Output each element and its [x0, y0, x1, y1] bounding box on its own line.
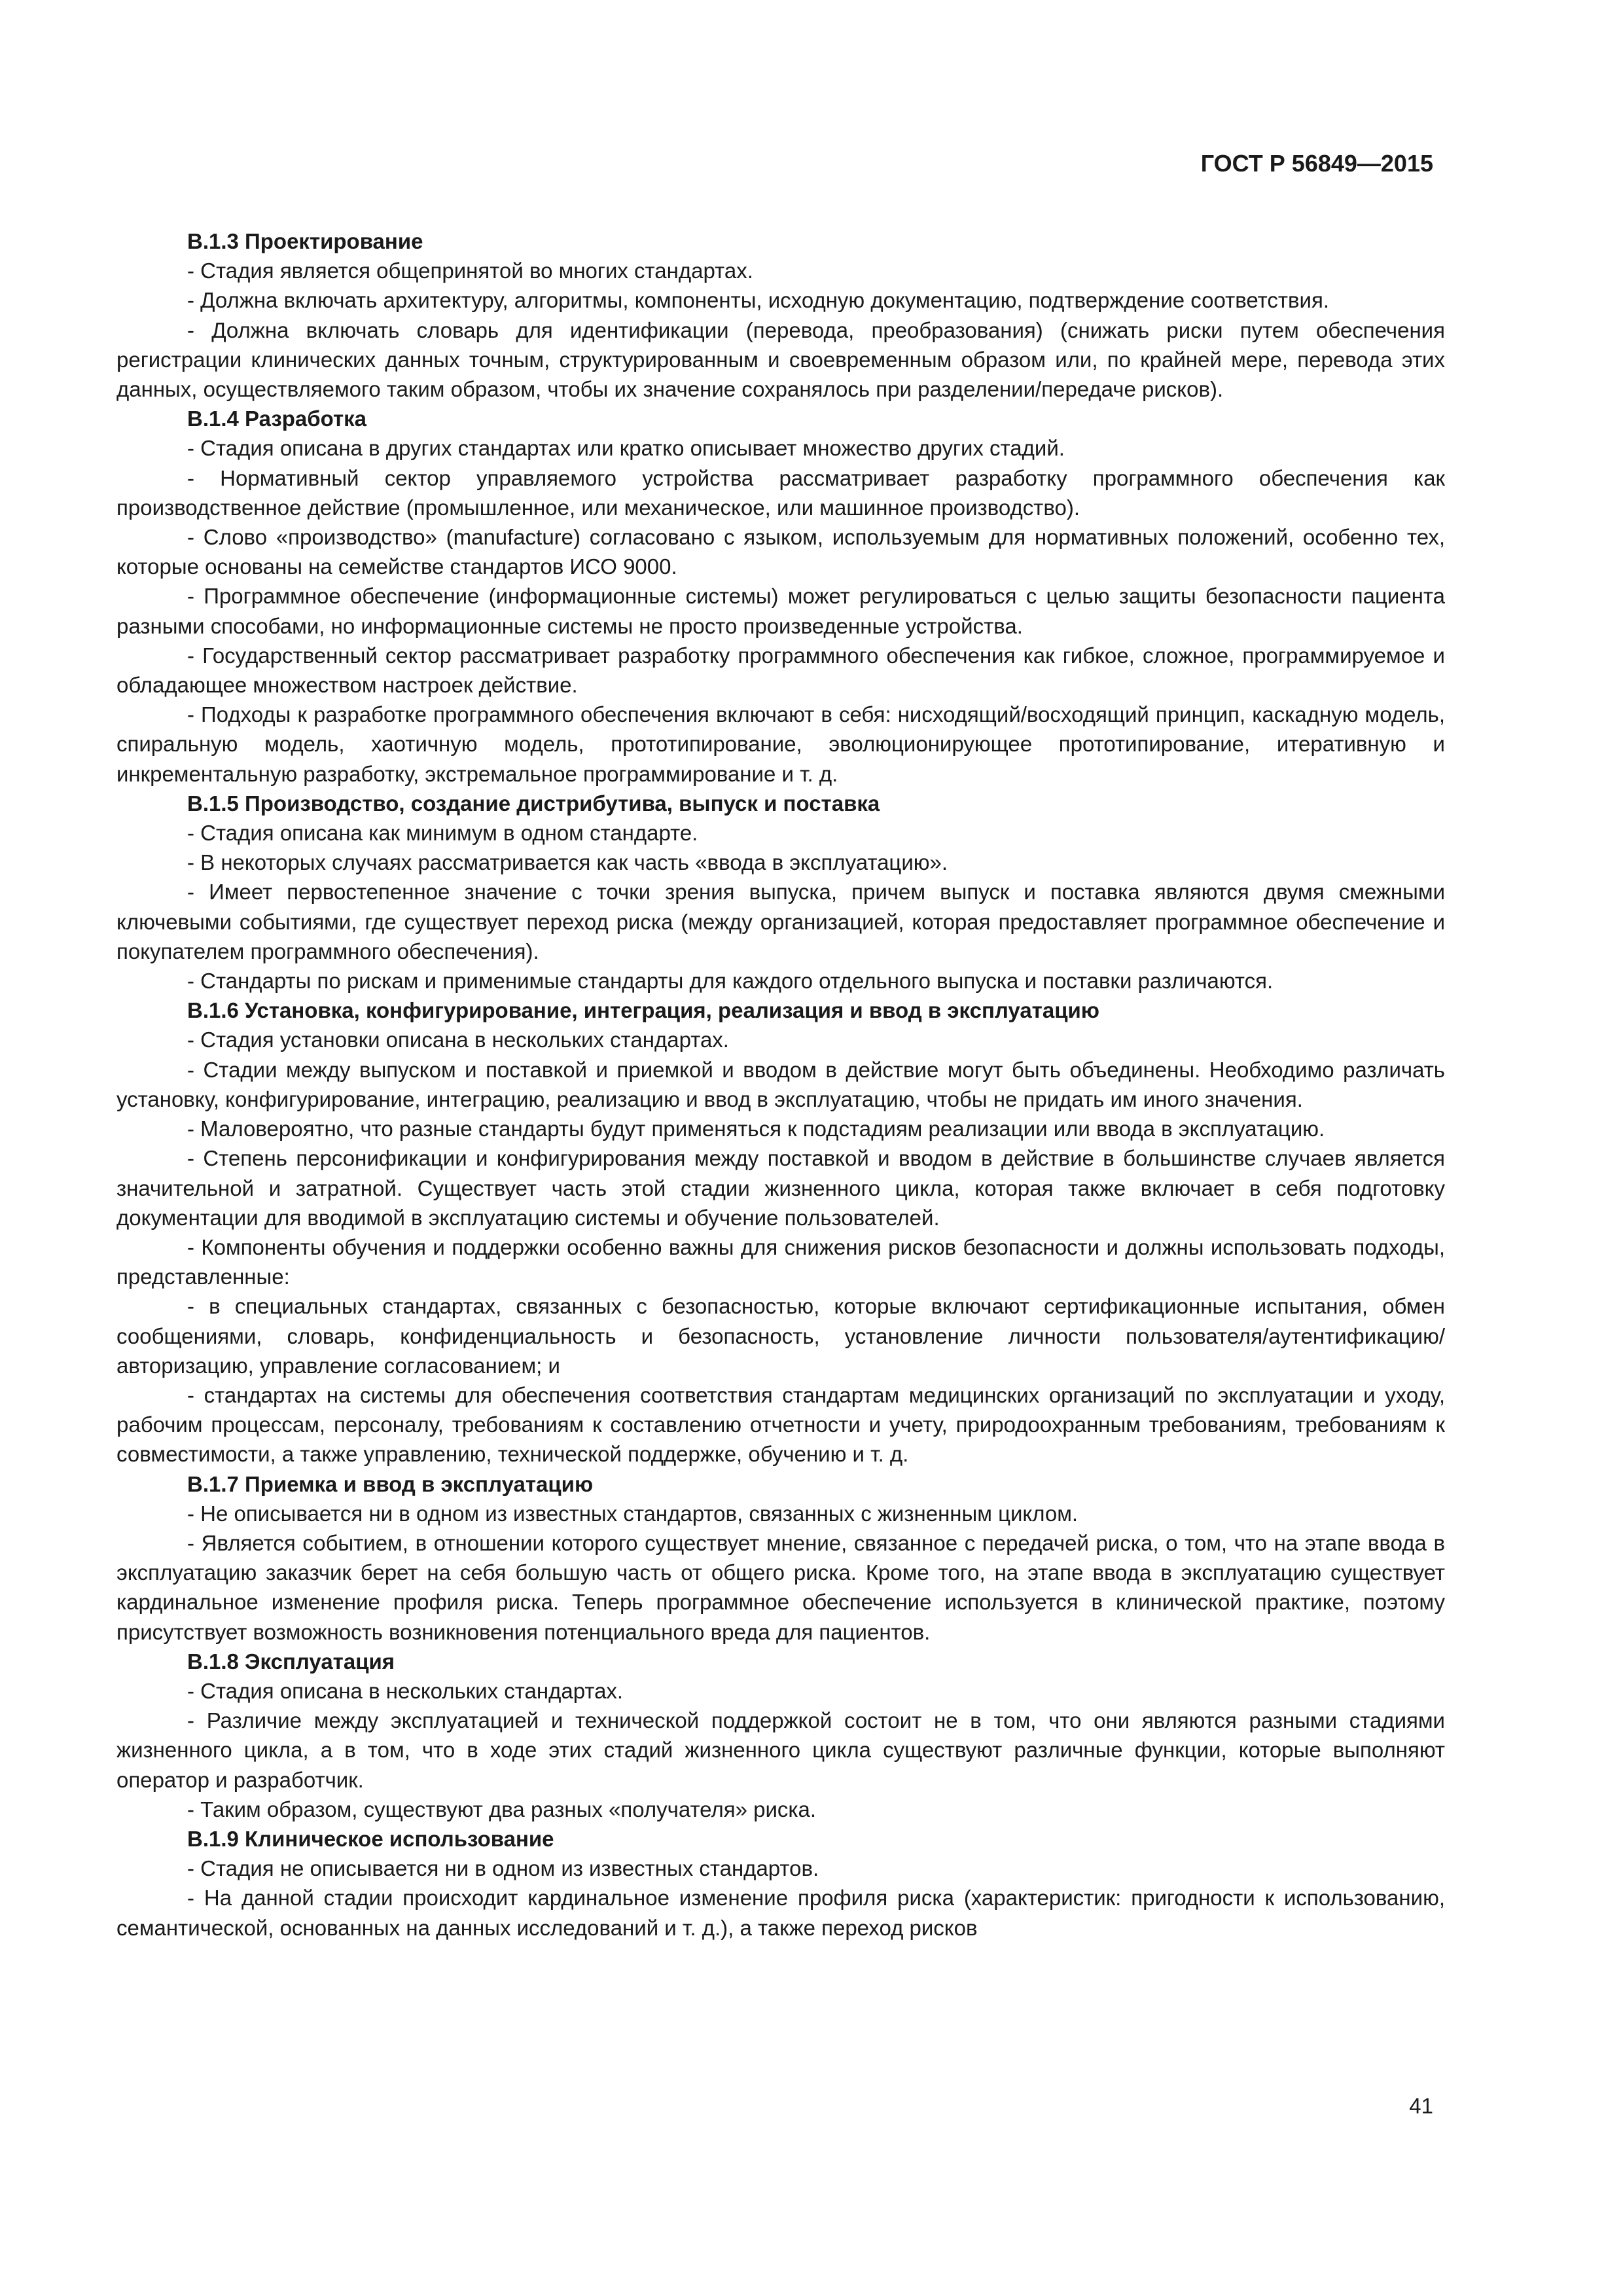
paragraph: - Подходы к разработке программного обеспечения включают в себя: нисходящий/восходящий принцип, каскадную модель, спиральную модель, хаотичную модель, прототипирование, эволюционирующее прототипирование, итеративную и инкрементальную разработку, экстремальное программирование и т. д. — [116, 702, 1445, 786]
paragraph: - Программное обеспечение (информационные системы) может регулироваться с целью защиты безопасности пациента разными способами, но информационные системы не просто произведенные устройства. — [116, 584, 1445, 638]
section-heading: В.1.9 Клиническое использование — [187, 1826, 554, 1851]
section-heading: В.1.7 Приемка и ввод в эксплуатацию — [187, 1471, 594, 1496]
section-heading: В.1.4 Разработка — [187, 406, 367, 431]
paragraph: - Имеет первостепенное значение с точки зрения выпуска, причем выпуск и поставка являются двумя смежными ключевыми событиями, где существует переход риска (между организацией, которая предоставляет программное обеспечение и покупателем программного обеспечения). — [116, 880, 1445, 963]
paragraph: - Стадия является общепринятой во многих стандартах. — [187, 259, 753, 283]
section-heading: В.1.3 Проектирование — [187, 229, 423, 253]
paragraph: - На данной стадии происходит кардинальное изменение профиля риска (характеристик: пригодности к использованию, семантической, основанных на данных исследований и т. д.), а также переход рисков — [116, 1886, 1445, 1940]
paragraph: - Слово «производство» (manufacture) согласовано с языком, используемым для нормативных положений, особенно тех, которые основаны на семействе стандартов ИСО 9000. — [116, 525, 1445, 579]
paragraph: - Не описывается ни в одном из известных стандартов, связанных с жизненным циклом. — [187, 1501, 1079, 1526]
paragraph: - В некоторых случаях рассматривается как часть «ввода в эксплуатацию». — [187, 850, 948, 875]
paragraph: - Различие между эксплуатацией и технической поддержкой состоит не в том, что они являются разными стадиями жизненного цикла, а в том, что в ходе этих стадий жизненного цикла существуют различные функции, которые выполняют оператор и разработчик. — [116, 1708, 1445, 1792]
paragraph: - Стадия установки описана в нескольких стандартах. — [187, 1028, 729, 1052]
paragraph: - Стадия не описывается ни в одном из известных стандартов. — [187, 1856, 819, 1881]
paragraph: - Стадия описана как минимум в одном стандарте. — [187, 821, 698, 846]
paragraph: - Стадия описана в других стандартах или кратко описывает множество других стадий. — [187, 436, 1065, 461]
paragraph: - Маловероятно, что разные стандарты будут применяться к подстадиям реализации или ввода в эксплуатацию. — [187, 1117, 1325, 1141]
paragraph: - Должна включать архитектуру, алгоритмы, компоненты, исходную документацию, подтверждение соответствия. — [187, 288, 1330, 313]
paragraph: - Стандарты по рискам и применимые стандарты для каждого отдельного выпуска и поставки различаются. — [187, 969, 1274, 994]
paragraph: - Является событием, в отношении которого существует мнение, связанное с передачей риска, о том, что на этапе ввода в эксплуатацию заказчик берет на себя большую часть от общего риска. Кроме того, на этапе ввода в эксплуатацию существует кардинальное изменение профиля риска. Теперь программное обеспечение используется в клинической практике, поэтому присутствует возможность возникновения потенциального вреда для пациентов. — [116, 1530, 1445, 1644]
document-standard-number: ГОСТ Р 56849—2015 — [1200, 150, 1433, 177]
paragraph: - Государственный сектор рассматривает разработку программного обеспечения как гибкое, сложное, программируемое и обладающее множеством настроек действие. — [116, 643, 1445, 698]
paragraph: - в специальных стандартах, связанных с безопасностью, которые включают сертификационные испытания, обмен сообщениями, словарь, конфиденциальность и безопасность, установление личности пользователя/аутентификацию/авторизацию, управление согласованием; и — [116, 1294, 1445, 1378]
paragraph: - Степень персонификации и конфигурирования между поставкой и вводом в действие в большинстве случаев является значительной и затратной. Существует часть этой стадии жизненного цикла, которая также включает в себя подготовку документации для вводимой в эксплуатацию системы и обучение пользователей. — [116, 1146, 1445, 1230]
paragraph: - Нормативный сектор управляемого устройства рассматривает разработку программного обеспечения как производственное действие (промышленное, или механическое, или машинное производство). — [116, 465, 1445, 520]
page-number: 41 — [1409, 2094, 1433, 2118]
section-heading: В.1.6 Установка, конфигурирование, интеграция, реализация и ввод в эксплуатацию — [187, 998, 1099, 1023]
paragraph: - Должна включать словарь для идентификации (перевода, преобразования) (снижать риски путем обеспечения регистрации клинических данных точным, структурированным и своевременным образом или, по крайней мере, перевода этих данных, осуществляемого таким образом, чтобы их значение сохранялось при разделении/передаче рисков). — [116, 317, 1445, 402]
section-heading: В.1.8 Эксплуатация — [187, 1649, 395, 1674]
document-body — [116, 226, 1445, 1943]
paragraph: - стандартах на системы для обеспечения соответствия стандартам медицинских организаций по эксплуатации и уходу, рабочим процессам, персоналу, требованиям к составлению отчетности и учету, природоохранным требованиям, требованиям к совместимости, а также управлению, технической поддержке, обучению и т. д. — [116, 1382, 1445, 1467]
paragraph: - Компоненты обучения и поддержки особенно важны для снижения рисков безопасности и должны использовать подходы, представленные: — [116, 1234, 1445, 1289]
paragraph: - Стадия описана в нескольких стандартах. — [187, 1678, 624, 1703]
paragraph: - Таким образом, существуют два разных «получателя» риска. — [187, 1797, 817, 1821]
section-heading: В.1.5 Производство, создание дистрибутива, выпуск и поставка — [187, 791, 880, 816]
paragraph: - Стадии между выпуском и поставкой и приемкой и вводом в действие могут быть объединены. Необходимо различать установку, конфигурирование, интеграцию, реализацию и ввод в эксплуатацию, чтобы не придать им иного значения. — [116, 1057, 1445, 1111]
